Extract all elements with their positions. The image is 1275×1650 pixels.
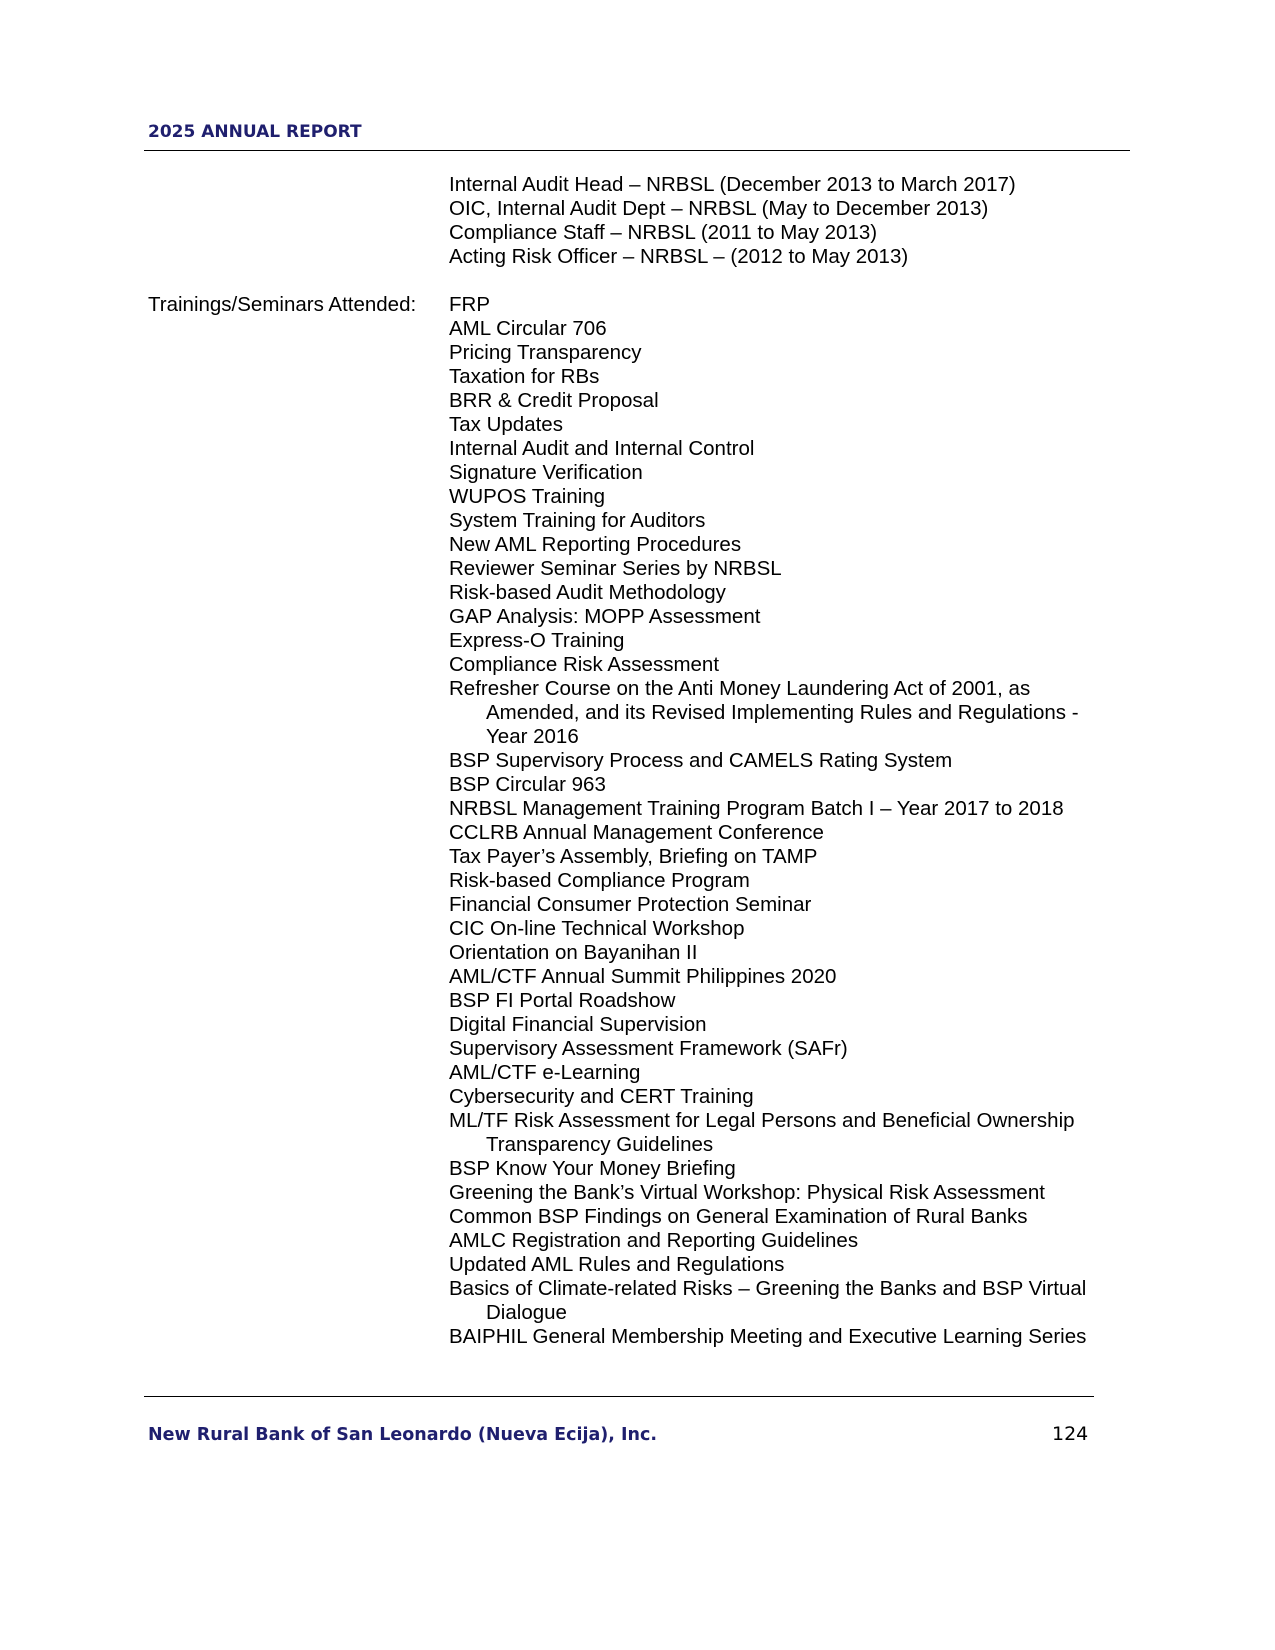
training-item: BSP Supervisory Process and CAMELS Rating System xyxy=(449,749,953,772)
training-item: BSP Circular 963 xyxy=(449,773,606,796)
training-item: WUPOS Training xyxy=(449,485,606,508)
training-item: Reviewer Seminar Series by NRBSL xyxy=(449,557,782,580)
training-item: Express-O Training xyxy=(449,629,625,652)
footer-divider xyxy=(144,1396,1094,1397)
training-item: AMLC Registration and Reporting Guidelines xyxy=(449,1229,859,1252)
training-item: CCLRB Annual Management Conference xyxy=(449,821,824,844)
training-item: Common BSP Findings on General Examination of Rural Banks xyxy=(449,1205,1028,1228)
training-item: Pricing Transparency xyxy=(449,341,642,364)
training-item: Digital Financial Supervision xyxy=(449,1013,707,1036)
training-item: Signature Verification xyxy=(449,461,643,484)
training-item: BAIPHIL General Membership Meeting and Executive Learning Series xyxy=(449,1325,1087,1348)
training-item: CIC On-line Technical Workshop xyxy=(449,917,745,940)
trainings-list xyxy=(449,293,1109,1349)
training-item: BSP Know Your Money Briefing xyxy=(449,1157,736,1180)
training-item: Refresher Course on the Anti Money Laundering Act of 2001, as Amended, and its Revised Implementing Rules and Regulations - Year 2016 xyxy=(449,677,1079,748)
training-item: Risk-based Compliance Program xyxy=(449,869,750,892)
training-item: System Training for Auditors xyxy=(449,509,706,532)
training-item: Orientation on Bayanihan II xyxy=(449,941,698,964)
page-number: 124 xyxy=(1052,1423,1089,1445)
footer-bank-name: New Rural Bank of San Leonardo (Nueva Ecija), Inc. xyxy=(148,1425,657,1445)
training-item: Updated AML Rules and Regulations xyxy=(449,1253,785,1276)
training-item: Supervisory Assessment Framework (SAFr) xyxy=(449,1037,848,1060)
position-item: Internal Audit Head – NRBSL (December 2013 to March 2017) xyxy=(449,173,1016,196)
training-item: GAP Analysis: MOPP Assessment xyxy=(449,605,761,628)
training-item: Greening the Bank’s Virtual Workshop: Physical Risk Assessment xyxy=(449,1181,1045,1204)
report-header-title: 2025 ANNUAL REPORT xyxy=(148,122,362,142)
training-item: AML/CTF Annual Summit Philippines 2020 xyxy=(449,965,837,988)
training-item: Tax Payer’s Assembly, Briefing on TAMP xyxy=(449,845,818,868)
training-item: Tax Updates xyxy=(449,413,563,436)
training-item: BRR & Credit Proposal xyxy=(449,389,659,412)
training-item: AML Circular 706 xyxy=(449,317,607,340)
positions-list xyxy=(449,173,1016,269)
training-item: Compliance Risk Assessment xyxy=(449,653,720,676)
header-divider xyxy=(144,150,1130,151)
training-item: Internal Audit and Internal Control xyxy=(449,437,755,460)
training-item: Taxation for RBs xyxy=(449,365,600,388)
training-item: AML/CTF e-Learning xyxy=(449,1061,641,1084)
training-item: FRP xyxy=(449,293,490,316)
training-item: Basics of Climate-related Risks – Greening the Banks and BSP Virtual Dialogue xyxy=(449,1277,1087,1324)
position-item: Acting Risk Officer – NRBSL – (2012 to May 2013) xyxy=(449,245,909,268)
training-item: Risk-based Audit Methodology xyxy=(449,581,726,604)
training-item: New AML Reporting Procedures xyxy=(449,533,742,556)
training-item: NRBSL Management Training Program Batch I – Year 2017 to 2018 xyxy=(449,797,1064,820)
training-item: BSP FI Portal Roadshow xyxy=(449,989,676,1012)
training-item: Financial Consumer Protection Seminar xyxy=(449,893,812,916)
training-item: ML/TF Risk Assessment for Legal Persons and Beneficial Ownership Transparency Guidelines xyxy=(449,1109,1075,1156)
trainings-label: Trainings/Seminars Attended: xyxy=(148,293,417,316)
position-item: OIC, Internal Audit Dept – NRBSL (May to December 2013) xyxy=(449,197,989,220)
position-item: Compliance Staff – NRBSL (2011 to May 2013) xyxy=(449,221,878,244)
training-item: Cybersecurity and CERT Training xyxy=(449,1085,754,1108)
